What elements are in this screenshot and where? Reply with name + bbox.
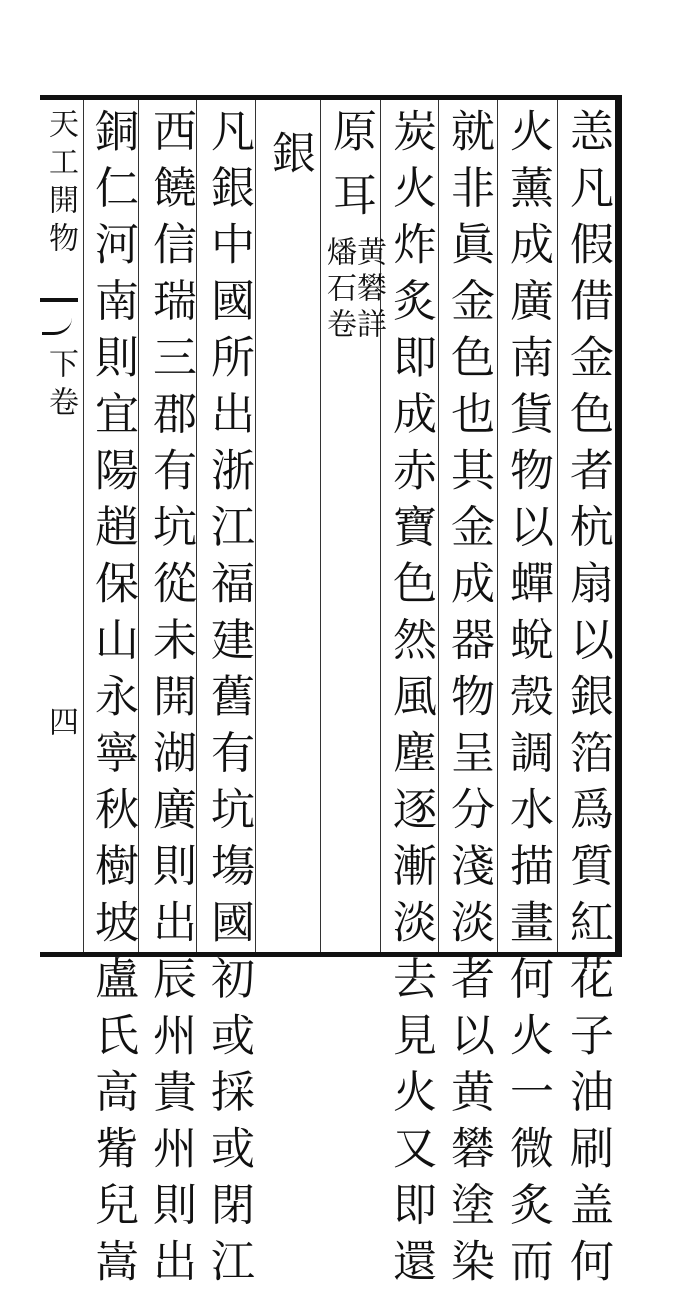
fishtail-ornament-icon <box>40 298 78 340</box>
margin-volume-label: 下卷 <box>43 348 78 424</box>
column-divider <box>196 100 197 952</box>
margin-book-title: 天工開物 <box>43 108 78 260</box>
text-column-1: 恙凡假借金色者杭扇以銀箔爲質紅花子油刷盖何 <box>562 108 613 1295</box>
frame-right-border <box>615 95 622 957</box>
text-column-5: 原耳 <box>325 108 376 236</box>
section-heading-silver: 銀 <box>264 130 315 187</box>
text-column-7: 凡銀中國所出浙江福建舊有坑塲國初或採或閉江 <box>203 108 254 1295</box>
margin-page-number: 四 <box>43 706 78 744</box>
column-divider <box>138 100 139 952</box>
column-divider <box>380 100 381 952</box>
text-column-9: 銅仁河南則宜陽趙保山永寧秋樹坡盧氏高觜兒嵩 <box>87 108 138 1295</box>
column-divider <box>497 100 498 952</box>
text-column-3: 就非眞金色也其金成器物呈分淺淡者以黄礬塗染 <box>443 108 494 1295</box>
text-column-2: 火薰成廣南貨物以蟬蛻殼調水描畫何火一微炙而 <box>502 108 553 1295</box>
frame-top-border <box>40 95 622 100</box>
column-divider <box>557 100 558 952</box>
column-divider <box>255 100 256 952</box>
column-divider <box>438 100 439 952</box>
column-divider <box>83 100 84 952</box>
note-line-2: 燔石卷 <box>321 236 356 344</box>
column-divider <box>320 100 321 952</box>
text-column-8: 西饒信瑞三郡有坑從未開湖廣則出辰州貴州則出 <box>145 108 196 1295</box>
note-line-1: 黄礬詳 <box>351 236 386 344</box>
text-column-4: 炭火炸炙即成赤寶色然風塵逐漸淡去見火又即還 <box>385 108 436 1295</box>
